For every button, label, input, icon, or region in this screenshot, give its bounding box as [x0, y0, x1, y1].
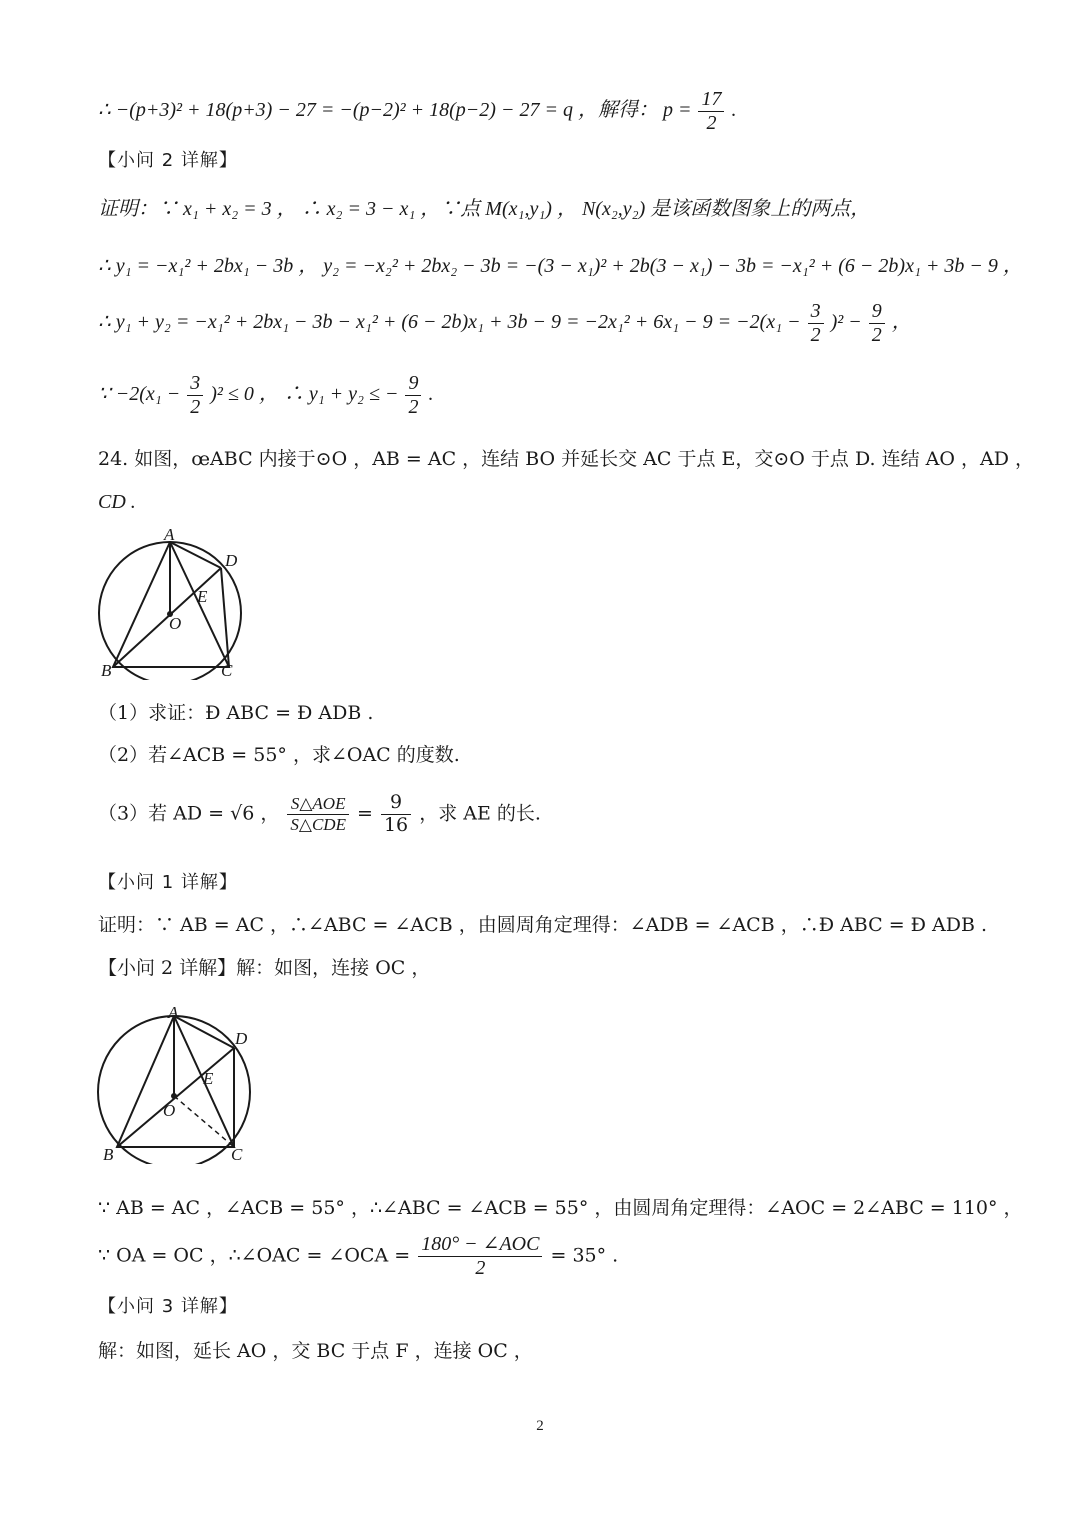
- label-a: A: [164, 528, 175, 544]
- segment-oc-dashed: [174, 1096, 234, 1147]
- label-c: C: [231, 1145, 243, 1164]
- label-b: B: [103, 1145, 114, 1164]
- page-number: 2: [536, 1418, 544, 1434]
- solution-3-line-1: 解：如图，延长 AO ，交 BC 于点 F ，连接 OC ，: [98, 1340, 533, 1362]
- label-d: D: [225, 551, 238, 570]
- geometry-figure-1: [95, 528, 255, 680]
- solution-2-line-1: ∵ AB = AC ，∠ACB = 55° ，∴∠ABC = ∠ACB = 55° ，由圆周角定理得：∠AOC = 2∠ABC = 110° ，: [98, 1197, 1023, 1219]
- triangle-abc: [117, 1016, 234, 1147]
- question-24-statement: 24. 如图，œABC 内接于⊙O ，AB = AC ，连结 BO 并延长交 AC 于点 E，交⊙O 于点 D. 连结 AO ，AD ，: [98, 448, 1034, 470]
- proof-line-4: ∵ −2(x₁ − $\frac{3}{2}$ )² ≤ 0 ， ∴ y₁ + y₂ ≤ − $\frac{9}{2}$ .: [98, 372, 434, 418]
- heading-subq2-solution-b: 【小问 2 详解】解：如图，连接 OC ，: [98, 957, 431, 979]
- solution-2-line-2: ∵ OA = OC ，∴∠OAC = ∠OCA = $\frac{\text{180° − ∠AOC}}{2}$ = 35° .: [98, 1233, 619, 1279]
- label-e: E: [197, 587, 208, 606]
- geometry-figure-2: [95, 1002, 265, 1164]
- label-c: C: [221, 661, 233, 680]
- label-o: O: [169, 614, 182, 633]
- segment-ad: [174, 1016, 234, 1048]
- subquestion-1: （1）求证：Ð ABC = Ð ADB .: [98, 702, 374, 724]
- proof-line-3: ∴ y₁ + y₂ = −x₁² + 2bx₁ − 3b − x₁² + (6 − 2b)x₁ + 3b − 9 = −2x₁² + 6x₁ − 9 = −2(x₁ − $\frac{3}{2}$ )² − $\frac{9}{2}$ ，: [98, 300, 912, 346]
- equation-p-solution: ∴ −(p+3)² + 18(p+3) − 27 = −(p−2)² + 18(p−2) − 27 = q ，解得： p = $\frac{17}{2}$ .: [98, 88, 737, 134]
- label-b: B: [101, 661, 112, 680]
- label-e: E: [203, 1069, 214, 1088]
- label-o: O: [163, 1101, 176, 1120]
- label-a: A: [168, 1003, 179, 1022]
- subquestion-3: （3）若 AD = √6 ， $\frac{\text{S△AOE}}{\text{S△CDE}}$ = $\frac{9}{16}$ ，求 AE 的长.: [98, 791, 541, 836]
- solution-1: 证明：∵ AB = AC ，∴∠ABC = ∠ACB ，由圆周角定理得：∠ADB = ∠ACB ，∴Ð ABC = Ð ADB .: [98, 914, 988, 936]
- question-24-statement-cont: CD .: [98, 491, 136, 513]
- heading-subq2-solution: 【小问 2 详解】: [98, 150, 238, 171]
- heading-subq1-solution: 【小问 1 详解】: [98, 872, 238, 893]
- label-d: D: [235, 1029, 248, 1048]
- center-point-o: [171, 1093, 177, 1099]
- proof-line-1: 证明：∵ x₁ + x₂ = 3 ， ∴ x₂ = 3 − x₁ ，∵点 M(x₁,y₁) ， N(x₂,y₂) 是该函数图象上的两点，: [98, 198, 871, 220]
- heading-subq3-solution: 【小问 3 详解】: [98, 1296, 238, 1317]
- proof-line-2: ∴ y₁ = −x₁² + 2bx₁ − 3b ， y₂ = −x₂² + 2bx₂ − 3b = −(3 − x₁)² + 2b(3 − x₁) − 3b = −x₁² + (6 − 2b)x₁ + 3b − 9 ，: [98, 255, 1023, 277]
- subquestion-2: （2）若∠ACB = 55° ，求∠OAC 的度数.: [98, 744, 460, 766]
